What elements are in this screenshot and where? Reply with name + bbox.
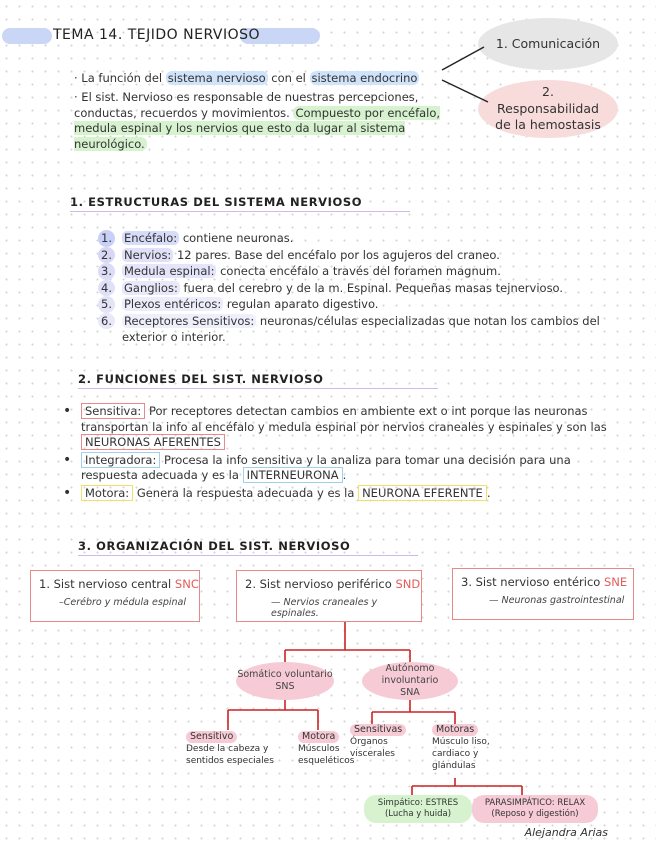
intro-paragraph-2 <box>74 90 446 152</box>
item-key: Ganglios: <box>124 280 178 295</box>
box-title: 3. Sist nervioso entérico <box>461 575 601 589</box>
list-item <box>63 453 611 484</box>
list-item <box>63 404 611 451</box>
tag-interneurona: INTERNEURONA <box>243 467 343 483</box>
leaf-sensitivas <box>350 724 412 760</box>
function-end: . <box>342 468 347 482</box>
item-text: neuronas/células especializadas que notan los cambios del exterior o interior. <box>122 313 600 344</box>
intro-line-1 <box>74 71 446 87</box>
highlight-sistema-endocrino: sistema endocrino <box>311 71 418 85</box>
item-number: 1. <box>98 230 115 247</box>
item-number: 4. <box>98 280 115 297</box>
box-snc <box>30 570 200 622</box>
item-key: Encéfalo: <box>124 231 178 245</box>
item-key: Plexos entéricos: <box>124 297 222 311</box>
item-text: conecta encéfalo a través del foramen magnum. <box>220 264 501 278</box>
pill-parasimpatico <box>472 795 598 823</box>
connector-line-1 <box>442 47 484 70</box>
box-sne <box>452 568 634 620</box>
pill-sns-text <box>237 669 332 693</box>
item-number: 6. <box>98 313 115 330</box>
pill-title: PARASIMPÁTICO: RELAX <box>484 798 586 808</box>
pill-simpatico <box>364 795 472 823</box>
intro-text-c: · El sist. Nervioso es responsable de nuestras percepciones, conductas, recuerdos y movimientos. <box>74 90 419 120</box>
section-3-heading: 3. ORGANIZACIÓN DEL SIST. NERVIOSO <box>78 539 418 556</box>
tag-neurona-eferente: NEURONA EFERENTE <box>358 485 487 501</box>
item-key: Medula espinal: <box>124 264 215 278</box>
intro-text-b: con el <box>271 71 306 85</box>
pill-sna-text <box>362 663 458 699</box>
section-1-heading: 1. ESTRUCTURAS DEL SISTEMA NERVIOSO <box>70 195 410 212</box>
box-abbr: SND <box>395 577 421 591</box>
item-text: regulan aparato digestivo. <box>226 297 379 311</box>
box-abbr: SNE <box>603 575 628 589</box>
page-title: TEMA 14. TEJIDO NERVIOSO <box>53 27 261 43</box>
list-item <box>63 486 611 502</box>
leaf-text: Órganos viscerales <box>350 737 395 759</box>
function-key-integradora: Integradora: <box>81 452 160 468</box>
pill-line: SNA <box>400 687 420 698</box>
leaf-title: Sensitivo <box>186 731 237 743</box>
box-snd-title <box>245 577 421 591</box>
leaf-motoras <box>432 724 504 772</box>
structures-list <box>95 230 605 346</box>
bubble-comunicacion-text: 1. Comunicación <box>495 35 601 51</box>
pill-line: Autónomo involuntario <box>381 663 439 686</box>
list-item <box>95 247 605 264</box>
item-text: fuera del cerebro y de la m. Espinal. Pequeñas masas tejnervioso. <box>183 280 564 295</box>
bubble-hemostasis-text: 2. Responsabilidad de la hemostasis <box>495 83 601 133</box>
item-number: 5. <box>98 296 115 313</box>
list-item <box>95 313 605 346</box>
leaf-title: Sensitivas <box>350 724 406 736</box>
function-text: Procesa la info sensitiva y la analiza para tomar una decisión para una respuesta adecuada y es la <box>81 452 571 482</box>
box-sub: — Neuronas gastrointestinal <box>489 595 625 606</box>
item-text: 12 pares. Base del encéfalo por los agujeros del craneo. <box>176 247 500 262</box>
author-signature: Alejandra Arias <box>524 826 608 839</box>
box-abbr: SNC <box>174 577 199 591</box>
pill-title: Simpático: ESTRES <box>377 798 459 808</box>
list-item <box>95 230 605 247</box>
item-key: Receptores Sensitivos: <box>124 313 255 328</box>
box-sne-title <box>461 575 633 589</box>
leaf-text: Músculo liso, cardiaco y glándulas <box>432 737 490 771</box>
highlight-sistema-nervioso: sistema nervioso <box>167 71 266 85</box>
leaf-title: Motoras <box>432 724 478 736</box>
pill-line: SNS <box>275 681 295 692</box>
pill-sub: (Lucha y huida) <box>384 809 452 819</box>
leaf-title: Motora <box>298 731 339 743</box>
function-key-sensitiva: Sensitiva: <box>81 403 145 419</box>
functions-list <box>63 404 611 503</box>
box-sub: –Cerébro y médula espinal <box>59 597 186 608</box>
list-item <box>95 296 605 313</box>
pill-line: Somático voluntario <box>237 669 333 680</box>
section-2-heading: 2. FUNCIONES DEL SIST. NERVIOSO <box>78 372 438 389</box>
box-title: 1. Sist nervioso central <box>39 577 172 591</box>
pill-sna <box>362 662 458 700</box>
pill-sns <box>236 662 334 700</box>
function-key-motora: Motora: <box>81 485 133 501</box>
function-text: Genera la respuesta adecuada y es la <box>136 485 355 500</box>
pill-sub: (Reposo y digestión) <box>491 809 579 819</box>
tag-neuronas-aferentes: NEURONAS AFERENTES <box>81 434 225 450</box>
item-key: Nervios: <box>124 247 172 262</box>
box-title: 2. Sist nervioso periférico <box>245 577 392 591</box>
box-sub: — Nervios craneales y espinales. <box>271 597 378 619</box>
function-text: Por receptores detectan cambios en ambiente ext o int porque las neuronas transportan la info al encéfalo y medula espinal por nervios craneales y espinales y son las <box>81 404 607 434</box>
list-item <box>95 263 605 280</box>
item-number: 3. <box>98 263 115 280</box>
item-number: 2. <box>98 247 115 264</box>
box-snc-title <box>39 577 199 591</box>
list-item <box>95 280 605 297</box>
intro-text-a: · La función del <box>74 71 163 85</box>
function-end: . <box>486 485 491 500</box>
leaf-text: Desde la cabeza y sentidos especiales <box>186 744 274 766</box>
box-snd <box>236 570 422 622</box>
leaf-sensitivo <box>186 731 286 767</box>
leaf-text: Músculos esqueléticos <box>298 744 355 766</box>
highlight-compuesto: Compuesto por encéfalo, medula espinal y los nervios que esto da lugar al sistema neurológico. <box>74 105 441 151</box>
connector-line-2 <box>442 80 488 102</box>
item-text: contiene neuronas. <box>182 231 294 245</box>
